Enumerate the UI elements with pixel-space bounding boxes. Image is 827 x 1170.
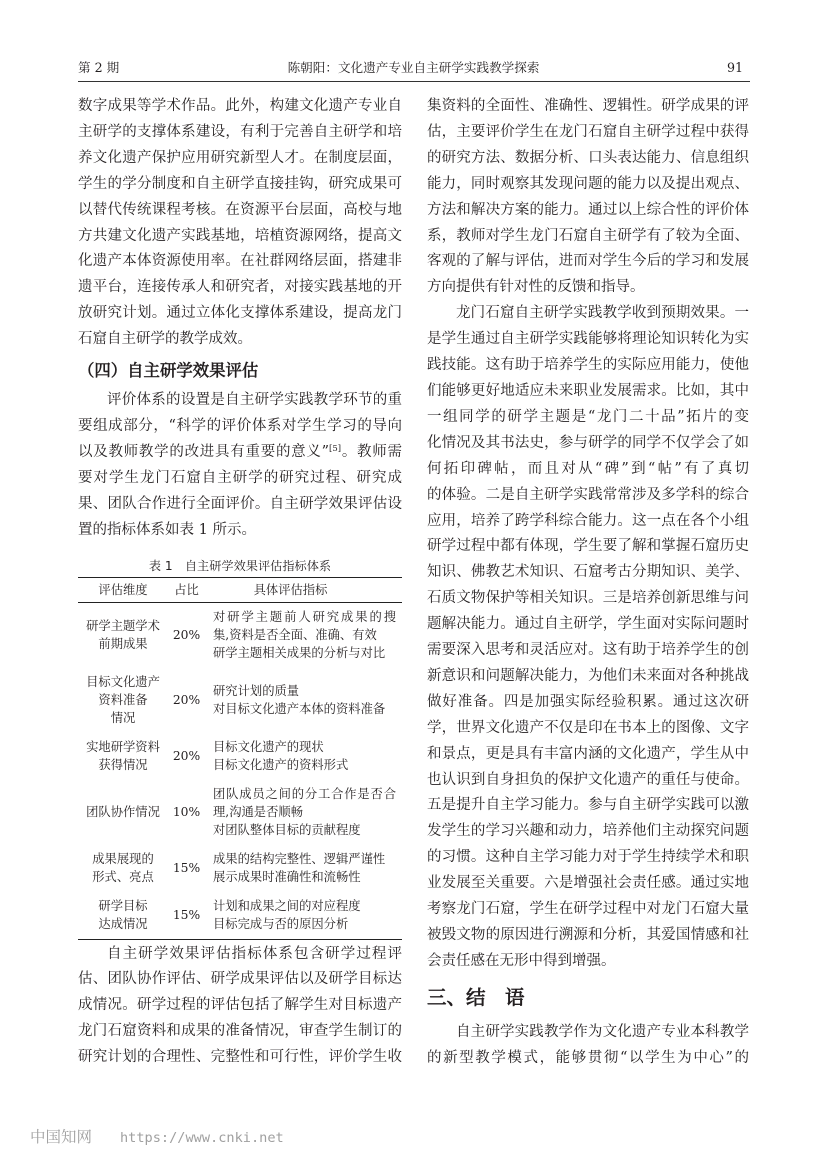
left-column (78, 94, 402, 1071)
paragraph (78, 388, 402, 543)
text-line: 石窟自主研学的教学成效。 (78, 331, 252, 348)
table-row (78, 602, 402, 668)
text-line: 置的指标体系如表 1 所示。 (78, 521, 256, 538)
text-line: 要组成部分，“科学的评价体系对学生学习的导向 (78, 417, 402, 434)
running-title: 陈朝阳：文化遗产专业自主研学实践教学探索 (287, 60, 540, 75)
cell-line: 目标文化遗产 (86, 675, 160, 689)
cell-line: 目标文化遗产的现状 (213, 740, 324, 754)
cell-line: 对研学主题前人研究成果的搜 (213, 610, 396, 624)
text-line: 发学生的学习兴趣和动力，培养他们主动探究问题 (427, 823, 749, 840)
cell-line: 研学主题学术 (86, 619, 160, 633)
cell-line: 实地研学资料 (86, 740, 160, 754)
indicator-cell (205, 845, 402, 892)
text-line: 学生的学分制度和自主研学直接挂钩，研究成果可 (78, 175, 402, 192)
page-number: 91 (726, 60, 743, 75)
text-line: 方向提供有针对性的反馈和指导。 (427, 279, 645, 296)
text-line: 自主研学效果评估指标体系包含研学过程评 (107, 945, 402, 962)
cell-line: 集,资料是否全面、准确、有效 (213, 628, 377, 642)
cell-line: 成果展现的 (92, 852, 154, 866)
weight-cell: 20% (172, 749, 201, 763)
evaluation-table (78, 577, 402, 940)
cell-line: 对团队整体目标的贡献程度 (213, 823, 361, 837)
cell-line: 达成情况 (98, 917, 148, 931)
cell-line: 目标完成与否的原因分析 (213, 917, 349, 931)
section-heading: （四）自主研学效果评估 (78, 361, 259, 381)
paragraph (427, 301, 749, 975)
text-line: 践技能。这有助于培养学生的实际应用能力，使他 (427, 357, 749, 374)
text-line: 成情况。研学过程的评估包括了解学生对目标遗产 (78, 997, 402, 1014)
dimension-cell (78, 780, 168, 845)
text-segment: 以及教师教学的改进具有重要的意义” (78, 443, 330, 460)
text-line: 养文化遗产保护应用研究新型人才。在制度层面， (78, 149, 402, 166)
text-line: 化情况及其书法史，参与研学的同学不仅学会了如 (427, 434, 749, 451)
text-line: 龙门石窟资料和成果的准备情况，审查学生制订的 (78, 1023, 402, 1040)
text-line: 应用，培养了跨学科综合能力。这一点在各个小组 (427, 512, 749, 529)
paragraph (427, 1020, 749, 1072)
text-line: 果、团队合作进行全面评价。自主研学效果评估设 (78, 495, 402, 512)
table-row (78, 845, 402, 892)
dimension-cell (78, 892, 168, 940)
text-line: 集资料的全面性、准确性、逻辑性。研学成果的评 (427, 98, 749, 114)
text-line: 五是提升自主学习能力。参与自主研学实践可以激 (427, 797, 749, 814)
issue-number: 第 2 期 (78, 60, 120, 75)
text-line: 和景点，更是具有丰富内涵的文化遗产，学生从中 (427, 745, 749, 762)
text-line: 龙门石窟自主研学实践教学收到预期效果。一 (456, 305, 749, 322)
citation-ref: [5] (329, 443, 342, 454)
indicator-cell (205, 733, 402, 780)
text-line: 遗平台，连接传承人和研究者，对接实践基地的开 (78, 279, 402, 296)
indicator-cell (205, 892, 402, 940)
cell-line: 获得情况 (98, 758, 148, 772)
text-line: 会责任感在无形中得到增强。 (427, 952, 616, 969)
indicator-cell (205, 780, 402, 845)
table-row (78, 668, 402, 733)
text-line: 以替代传统课程考核。在资源平台层面，高校与地 (78, 201, 402, 218)
text-line: 们能够更好地适应未来职业发展需求。比如，其中 (427, 382, 749, 399)
text-line: 也认识到自身担负的保护文化遗产的重任与使命。 (427, 771, 749, 788)
weight-cell: 15% (172, 908, 201, 922)
text-line: 知识、佛教艺术知识、石窟考古分期知识、美学、 (427, 564, 749, 581)
weight-cell: 10% (172, 805, 201, 819)
dimension-cell (78, 845, 168, 892)
text-line: 自主研学实践教学作为文化遗产专业本科教学 (456, 1023, 749, 1040)
paragraph (427, 94, 749, 301)
cell-line: 目标文化遗产的资料形式 (213, 758, 349, 772)
weight-cell: 20% (172, 628, 201, 642)
text-line: 一组同学的研学主题是“龙门二十品”拓片的变 (427, 408, 749, 425)
text-line: 的研究方法、数据分析、口头表达能力、信息组织 (427, 149, 749, 166)
text-line: 考察龙门石窟，学生在研学过程中对龙门石窟大量 (427, 901, 749, 918)
cell-line: 计划和成果之间的对应程度 (213, 899, 361, 913)
text-line: 题解决能力。通过自主研学，学生面对实际问题时 (427, 616, 749, 633)
cell-line: 研学主题相关成果的分析与对比 (213, 646, 386, 660)
text-line: 的新型教学模式，能够贯彻“以学生为中心”的 (427, 1049, 749, 1066)
column-header: 评估维度 (78, 577, 168, 602)
text-line: 能力，同时观察其发现问题的能力以及提出观点、 (427, 175, 749, 192)
column-header: 占比 (168, 577, 205, 602)
text-line: 石质文物保护等相关知识。三是培养创新思维与问 (427, 590, 749, 607)
watermark-url: https://www.cnki.net (120, 1130, 284, 1146)
text-line: 估，主要评价学生在龙门石窟自主研学过程中获得 (427, 123, 749, 140)
dimension-cell (78, 602, 168, 668)
paragraph (78, 94, 402, 353)
text-line: 估、团队协作评估、研学成果评估以及研学目标达 (78, 971, 402, 988)
cell-line: 团队协作情况 (86, 805, 160, 819)
table-header-row (78, 577, 402, 602)
text-line: 做好准备。四是加强实际经验积累。通过这次研 (427, 693, 749, 710)
text-line: 被毁文物的原因进行溯源和分析，其爱国情感和社 (427, 927, 749, 943)
section-heading: 三、结 语 (427, 985, 525, 1009)
dimension-cell (78, 733, 168, 780)
text-line (78, 440, 402, 466)
text-line: 主研学的支撑体系建设，有利于完善自主研学和培 (78, 123, 402, 140)
right-column (427, 94, 749, 1072)
cell-line: 研学目标 (98, 899, 148, 913)
text-line: 研究计划的合理性、完整性和可行性，评价学生收 (78, 1049, 402, 1066)
paragraph (78, 942, 402, 1072)
text-line: 是学生通过自主研学实践能够将理论知识转化为实 (427, 331, 749, 348)
text-line: 的体验。二是自主研学实践常常涉及多学科的综合 (427, 486, 749, 503)
text-line: 学，世界文化遗产不仅是印在书本上的图像、文字 (427, 719, 749, 736)
text-line: 需要深入思考和灵活应对。这有助于培养学生的创 (427, 642, 749, 659)
cell-line: 前期成果 (98, 637, 148, 651)
text-line: 化遗产本体资源使用率。在社群网络层面，搭建非 (78, 253, 402, 270)
text-segment: 。教师需 (341, 443, 402, 460)
text-line: 评价体系的设置是自主研学实践教学环节的重 (107, 392, 402, 409)
text-line: 系，教师对学生龙门石窟自主研学有了较为全面、 (427, 227, 749, 244)
text-line: 放研究计划。通过立体化支撑体系建设，提高龙门 (78, 305, 402, 322)
cell-line: 形式、亮点 (92, 870, 154, 884)
table-caption: 表 1 自主研学效果评估指标体系 (148, 558, 332, 573)
text-line: 方法和解决方案的能力。通过以上综合性的评价体 (427, 201, 749, 218)
table-row (78, 733, 402, 780)
text-line: 新意识和问题解决能力，为他们未来面对各种挑战 (427, 667, 749, 684)
table-row (78, 892, 402, 940)
text-line: 数字成果等学术作品。此外，构建文化遗产专业自 (78, 98, 402, 114)
indicator-cell (205, 668, 402, 733)
cell-line: 理,沟通是否顺畅 (213, 805, 303, 819)
column-header: 具体评估指标 (205, 577, 402, 602)
header-rule (78, 81, 750, 82)
cell-line: 成果的结构完整性、逻辑严谨性 (213, 852, 386, 866)
text-line: 业发展至关重要。六是增强社会责任感。通过实地 (427, 875, 749, 892)
cell-line: 资料准备 (98, 693, 148, 707)
indicator-cell (205, 602, 402, 668)
dimension-cell (78, 668, 168, 733)
text-line: 何拓印碑帖，而且对从“碑”到“帖”有了真切 (427, 460, 749, 477)
text-line: 客观的了解与评估，进而对学生今后的学习和发展 (427, 253, 749, 270)
watermark-brand: 中国知网 (30, 1128, 93, 1146)
cell-line: 对目标文化遗产本体的资料准备 (213, 702, 386, 716)
weight-cell: 20% (172, 693, 201, 707)
text-line: 的习惯。这种自主学习能力对于学生持续学术和职 (427, 849, 749, 866)
cell-line: 研究计划的质量 (213, 684, 300, 698)
text-line: 要对学生龙门石窟自主研学的研究过程、研究成 (78, 469, 402, 486)
text-line: 研学过程中都有体现，学生要了解和掌握石窟历史 (427, 538, 749, 555)
cell-line: 团队成员之间的分工合作是否合 (213, 787, 396, 801)
cell-line: 情况 (110, 711, 136, 725)
cell-line: 展示成果时准确性和流畅性 (213, 870, 361, 884)
text-line: 方共建文化遗产实践基地，培植资源网络，提高文 (78, 227, 402, 244)
weight-cell: 15% (172, 861, 201, 875)
table-row (78, 780, 402, 845)
